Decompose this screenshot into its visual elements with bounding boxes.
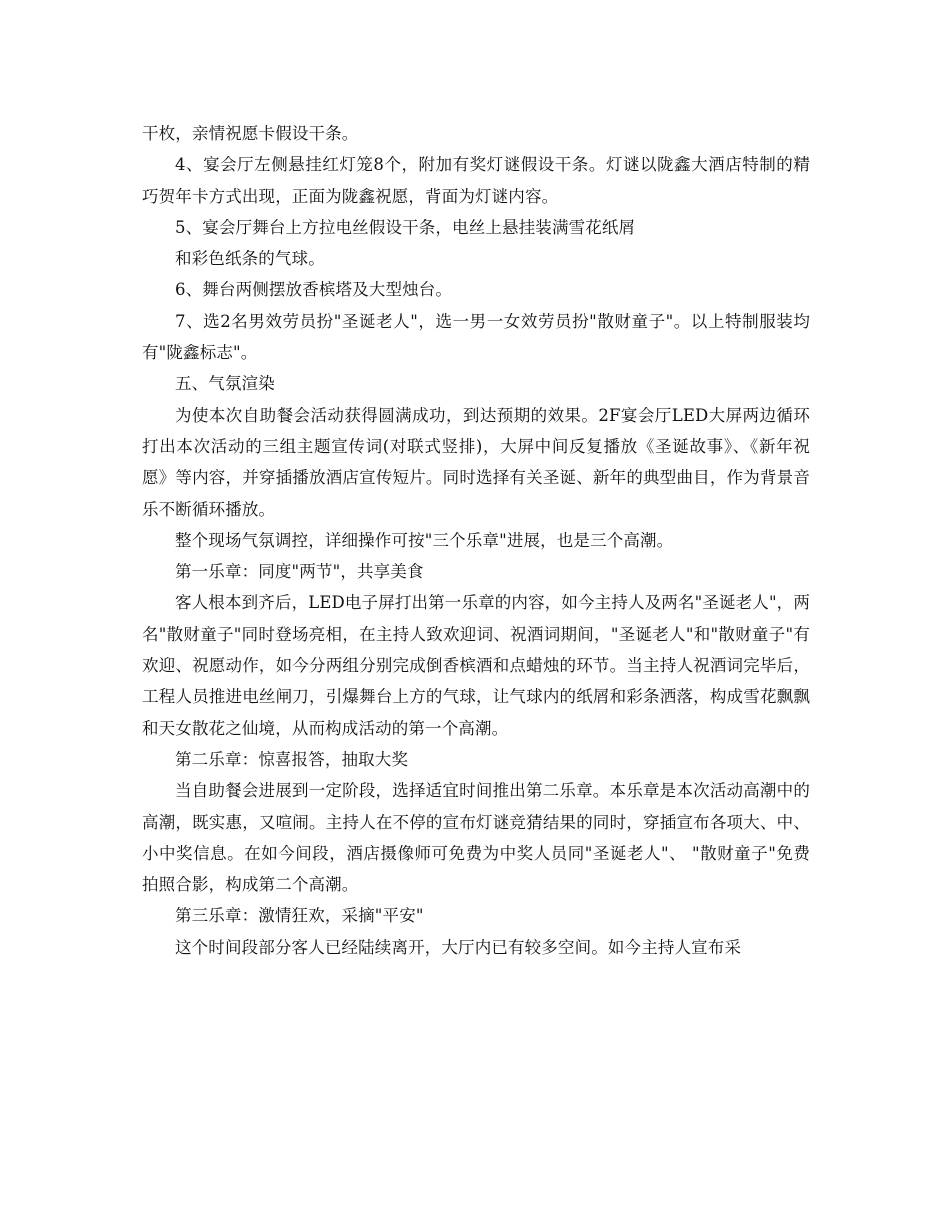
section-heading-atmosphere: 五、气氛渲染 [175,374,275,394]
paragraph-movement-2: 当自助餐会进展到一定阶段，选择适宜时间推出第二乐章。本乐章是本次活动高潮中的高潮，既实惠，又喧闹。主持人在不停的宣布灯谜竞猜结果的同时，穿插宣布各项大、中、小中奖信息。在如今间段，酒店摄像师可免费为中奖人员同"圣诞老人"、 "散财童子"免费拍照合影，构成第二个高潮。 [142,781,810,895]
paragraph-movement-1: 客人根本到齐后，LED电子屏打出第一乐章的内容，如今主持人及两名"圣诞老人"，两名"散财童子"同时登场亮相，在主持人致欢迎词、祝酒词期间，"圣诞老人"和"散财童子"有欢迎、祝愿动作，如今分两组分别完成倒香槟酒和点蜡烛的环节。当主持人祝酒词完毕后，工程人员推进电丝闸刀，引爆舞台上方的气球，让气球内的纸屑和彩条洒落，构成雪花飘飘和天女散花之仙境，从而构成活动的第一个高潮。 [142,593,810,738]
paragraph-item-6: 6、舞台两侧摆放香槟塔及大型烛台。 [175,280,453,300]
paragraph-three-movements: 整个现场气氛调控，详细操作可按"三个乐章"进展，也是三个高潮。 [175,530,674,550]
paragraph-item-7: 7、选2名男效劳员扮"圣诞老人"，选一男一女效劳员扮"散财童子"。以上特制服装均有"陇鑫标志"。 [142,311,810,363]
heading-movement-3: 第三乐章：激情狂欢，采摘"平安" [175,906,424,926]
heading-movement-1: 第一乐章：同度"两节"，共享美食 [175,562,424,582]
paragraph-item-5-cont: 和彩色纸条的气球。 [175,249,325,269]
paragraph-item-4: 4、宴会厅左侧悬挂红灯笼8个，附加有奖灯谜假设干条。灯谜以陇鑫大酒店特制的精巧贺年卡方式出现，正面为陇鑫祝愿，背面为灯谜内容。 [142,155,810,206]
paragraph-atmosphere-intro: 为使本次自助餐会活动获得圆满成功，到达预期的效果。2F宴会厅LED大屏两边循环打出本次活动的三组主题宣传词(对联式竖排)，大屏中间反复播放《圣诞故事》、《新年祝愿》等内容，并穿插播放酒店宣传短片。同时选择有关圣诞、新年的典型曲目，作为背景音乐不断循环播放。 [142,405,810,519]
paragraph-item-5: 5、宴会厅舞台上方拉电丝假设干条，电丝上悬挂装满雪花纸屑 [175,217,636,237]
paragraph-movement-3: 这个时间段部分客人已经陆续离开，大厅内已有较多空间。如今主持人宣布采 [175,937,742,957]
heading-movement-2: 第二乐章：惊喜报答，抽取大奖 [175,749,409,769]
document-body [142,118,810,963]
paragraph-continuation: 干枚，亲情祝愿卡假设干条。 [142,124,359,143]
